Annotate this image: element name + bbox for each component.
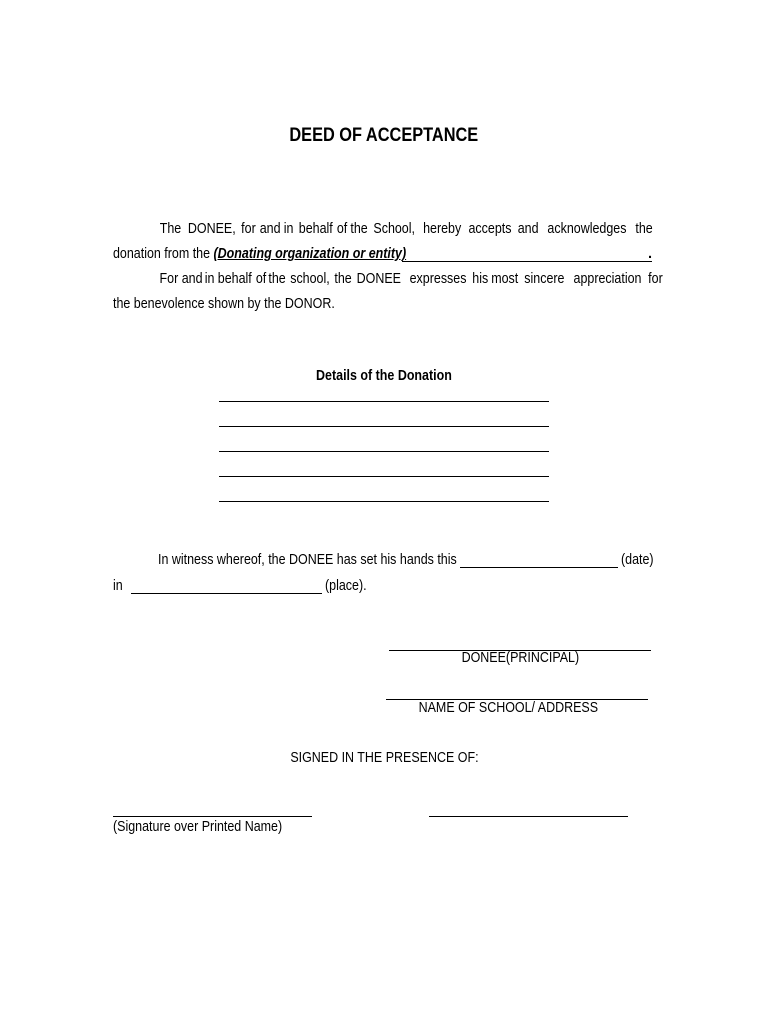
- donee-label: DONEE(PRINCIPAL): [461, 650, 579, 666]
- date-label: (date): [621, 552, 654, 568]
- word: For: [159, 271, 179, 287]
- school-label: NAME OF SCHOOL/ ADDRESS: [418, 700, 598, 716]
- document-title: [0, 125, 768, 147]
- word: for: [241, 221, 257, 237]
- details-heading: Details of the Donation: [316, 368, 452, 384]
- witness-line1-text: In witness whereof, the DONEE has set his hands this: [158, 552, 457, 568]
- word: the: [635, 221, 653, 237]
- word: school,: [290, 271, 330, 287]
- word: accepts: [468, 221, 512, 237]
- word: the: [334, 271, 352, 287]
- word: expresses: [409, 271, 467, 287]
- word: DONEE,: [187, 221, 236, 237]
- word: and: [260, 221, 281, 237]
- word: behalf: [218, 271, 252, 287]
- details-blank-line: [219, 476, 549, 477]
- word: School,: [373, 221, 416, 237]
- place-label: (place).: [325, 578, 367, 594]
- word: and: [181, 271, 203, 287]
- details-blank-line: [219, 401, 549, 402]
- presence-label: SIGNED IN THE PRESENCE OF:: [289, 750, 479, 766]
- word: for: [647, 271, 663, 287]
- word: behalf: [298, 221, 333, 237]
- word: hereby: [422, 221, 461, 237]
- word: of: [337, 221, 348, 237]
- date-blank: [460, 567, 618, 568]
- word: of: [255, 271, 267, 287]
- word: the: [268, 271, 286, 287]
- donor-underline: [402, 261, 652, 262]
- word: and: [517, 221, 539, 237]
- donor-placeholder: (Donating organization or entity): [213, 246, 407, 262]
- word: his: [472, 271, 489, 287]
- para1-end: .: [648, 246, 653, 262]
- word: The: [159, 221, 182, 237]
- details-blank-line: [219, 501, 549, 502]
- details-blank-line: [219, 451, 549, 452]
- word: in: [284, 221, 294, 237]
- place-blank: [131, 593, 322, 594]
- para2-line1: [158, 268, 663, 290]
- para1-prefix: donation from the: [113, 246, 214, 262]
- word: DONEE: [356, 271, 402, 287]
- word: the: [350, 221, 368, 237]
- witness2-signature-line: [429, 816, 628, 817]
- word: sincere: [524, 271, 565, 287]
- details-blank-line: [219, 426, 549, 427]
- word: most: [491, 271, 519, 287]
- word: in: [204, 271, 215, 287]
- witness-line2-in: in: [113, 578, 123, 594]
- para2-line2: the benevolence shown by the DONOR.: [113, 296, 335, 312]
- document-title-text: DEED OF ACCEPTANCE: [289, 125, 479, 146]
- para1-line1: [158, 218, 654, 240]
- word: acknowledges: [547, 221, 627, 237]
- witness1-label: (Signature over Printed Name): [113, 819, 283, 835]
- word: appreciation: [573, 271, 642, 287]
